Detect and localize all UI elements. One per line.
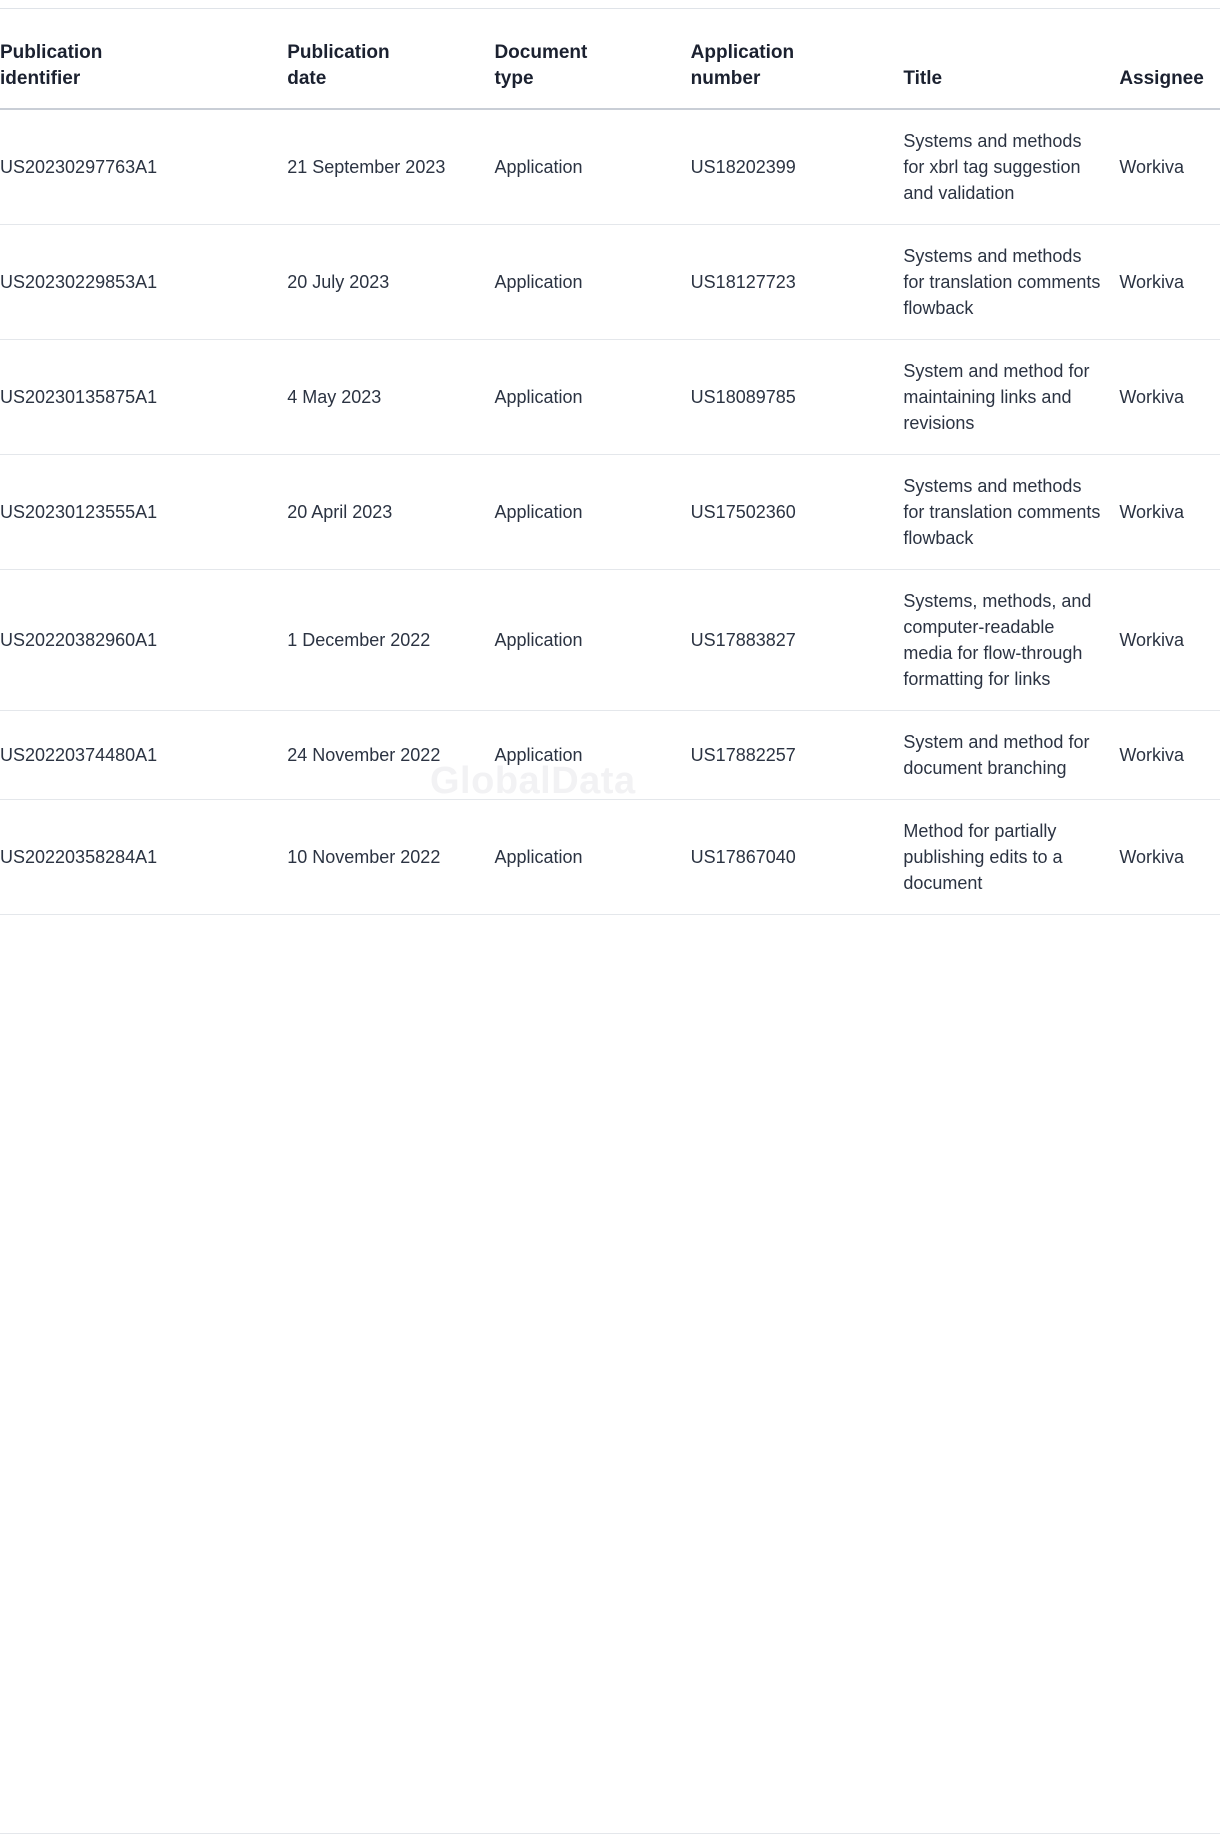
cell-document-type: Application <box>494 340 690 455</box>
table-row <box>0 455 1220 570</box>
cell-document-type: Application <box>494 570 690 711</box>
table-header-row <box>0 40 1220 109</box>
cell-publication-identifier: US20230123555A1 <box>0 455 287 570</box>
cell-document-type: Application <box>494 711 690 800</box>
column-header-line1: Publication <box>0 42 103 63</box>
cell-assignee: Workiva <box>1119 340 1220 455</box>
cell-publication-identifier: US20220382960A1 <box>0 570 287 711</box>
column-header-line1: Document <box>494 42 588 63</box>
cell-title: Systems and methods for translation comments flowback <box>903 455 1119 570</box>
column-header-line2: date <box>287 68 327 89</box>
cell-document-type: Application <box>494 800 690 915</box>
column-header-publication-date <box>287 40 494 109</box>
cell-title: System and method for maintaining links and revisions <box>903 340 1119 455</box>
table-row <box>0 570 1220 711</box>
table-row <box>0 225 1220 340</box>
cell-assignee: Workiva <box>1119 570 1220 711</box>
cell-title: Systems and methods for xbrl tag suggestion and validation <box>903 109 1119 225</box>
cell-title: Systems and methods for translation comments flowback <box>903 225 1119 340</box>
cell-publication-date: 20 July 2023 <box>287 225 494 340</box>
column-header-line1: Assignee <box>1119 68 1204 89</box>
cell-application-number: US17882257 <box>691 711 904 800</box>
cell-publication-identifier: US20230229853A1 <box>0 225 287 340</box>
cell-assignee: Workiva <box>1119 109 1220 225</box>
watermark: GlobalData <box>430 760 636 802</box>
cell-application-number: US18127723 <box>691 225 904 340</box>
column-header-document-type <box>494 40 690 109</box>
table-row <box>0 800 1220 915</box>
cell-publication-date: 1 December 2022 <box>287 570 494 711</box>
cell-assignee: Workiva <box>1119 800 1220 915</box>
cell-title: System and method for document branching <box>903 711 1119 800</box>
cell-title: Method for partially publishing edits to a document <box>903 800 1119 915</box>
column-header-line2: number <box>690 68 761 89</box>
cell-publication-date: 24 November 2022 <box>287 711 494 800</box>
cell-publication-identifier: US20230135875A1 <box>0 340 287 455</box>
column-header-assignee <box>1119 40 1220 109</box>
column-header-line1: Publication <box>287 42 390 63</box>
cell-publication-date: 20 April 2023 <box>287 455 494 570</box>
bottom-divider <box>0 1833 1220 1834</box>
cell-publication-date: 4 May 2023 <box>287 340 494 455</box>
cell-publication-date: 10 November 2022 <box>287 800 494 915</box>
column-header-line1: Title <box>903 68 943 89</box>
table-row <box>0 711 1220 800</box>
table-header <box>0 40 1220 109</box>
cell-document-type: Application <box>494 225 690 340</box>
column-header-application-number <box>691 40 904 109</box>
column-header-line1: Application <box>690 42 795 63</box>
column-header-title <box>903 40 1119 109</box>
cell-assignee: Workiva <box>1119 455 1220 570</box>
cell-publication-identifier: US20220358284A1 <box>0 800 287 915</box>
cell-application-number: US17883827 <box>691 570 904 711</box>
cell-publication-date: 21 September 2023 <box>287 109 494 225</box>
cell-application-number: US18202399 <box>691 109 904 225</box>
column-header-line2: type <box>494 68 534 89</box>
table-row <box>0 340 1220 455</box>
cell-application-number: US17867040 <box>691 800 904 915</box>
patent-publications-table <box>0 40 1220 915</box>
table-row <box>0 109 1220 225</box>
cell-title: Systems, methods, and computer-readable media for flow-through formatting for links <box>903 570 1119 711</box>
table-body <box>0 109 1220 915</box>
cell-assignee: Workiva <box>1119 711 1220 800</box>
cell-application-number: US17502360 <box>691 455 904 570</box>
cell-document-type: Application <box>494 109 690 225</box>
cell-assignee: Workiva <box>1119 225 1220 340</box>
column-header-publication-identifier <box>0 40 287 109</box>
column-header-line2: identifier <box>0 68 81 89</box>
cell-publication-identifier: US20230297763A1 <box>0 109 287 225</box>
cell-publication-identifier: US20220374480A1 <box>0 711 287 800</box>
cell-document-type: Application <box>494 455 690 570</box>
top-divider <box>0 8 1220 9</box>
cell-application-number: US18089785 <box>691 340 904 455</box>
